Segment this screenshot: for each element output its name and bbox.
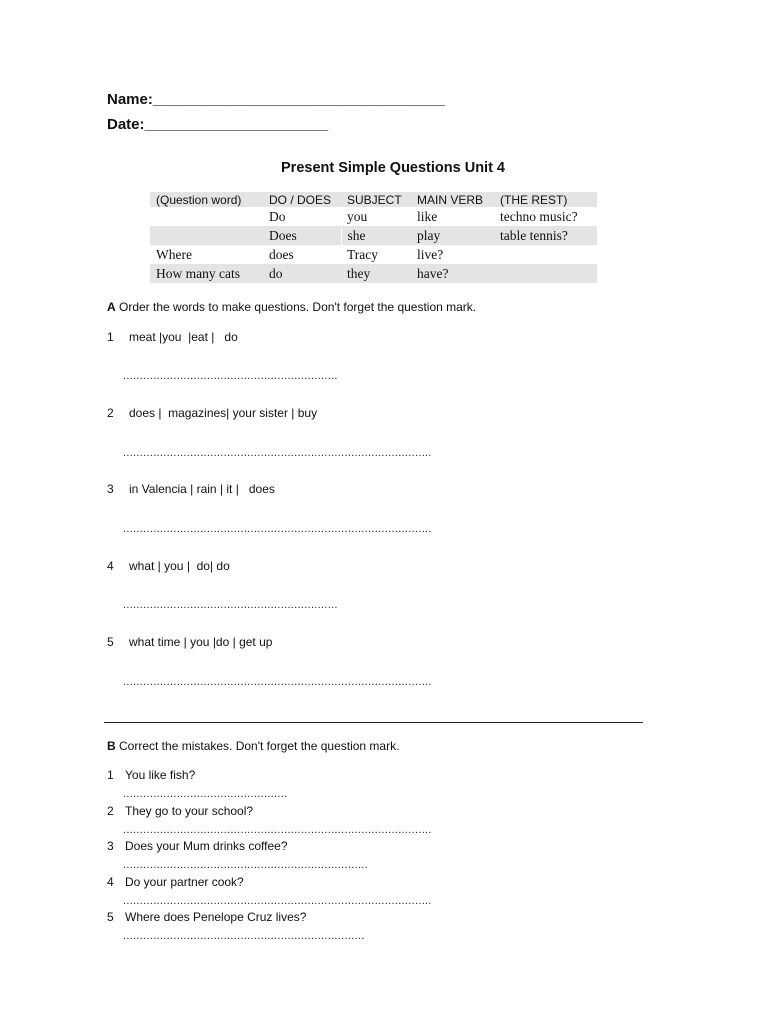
section-b-item-number: 2 — [107, 804, 114, 818]
header-cell: (THE REST) — [494, 192, 597, 207]
header-cell: DO / DOES — [263, 192, 341, 207]
header-cell: MAIN VERB — [411, 192, 494, 207]
section-a-item-number: 1 — [107, 330, 114, 344]
table-cell — [150, 207, 263, 226]
table-cell: like — [417, 208, 438, 224]
section-a-instruction-text: Order the words to make questions. Don't forget the question mark. — [115, 300, 477, 314]
answer-line: ........................................................................ — [123, 930, 365, 942]
section-a-letter: A — [107, 300, 116, 314]
section-b-instruction — [107, 739, 399, 753]
answer-line: ................................................. — [123, 788, 288, 800]
section-b-item-number: 5 — [107, 910, 114, 924]
table-cell: you — [347, 208, 368, 224]
section-b-item-number: 3 — [107, 839, 114, 853]
section-b-instruction-text: Correct the mistakes. Don't forget the question mark. — [115, 739, 400, 753]
section-a-item-number: 2 — [107, 406, 114, 420]
table-cell: Tracy — [347, 246, 379, 262]
section-b-item-sentence: Where does Penelope Cruz lives? — [125, 910, 307, 924]
header-cell: (Question word) — [150, 192, 263, 207]
table-cell: does — [269, 246, 294, 262]
answer-line: ......................................................................... — [123, 859, 368, 871]
section-b-item-sentence: Do your partner cook? — [125, 875, 244, 889]
table-cell: How many cats — [150, 264, 263, 283]
table-cell — [494, 264, 597, 283]
section-b-item-sentence: You like fish? — [125, 768, 196, 782]
table-cell: Does — [263, 226, 341, 245]
section-a-item-words: what | you | do| do — [129, 559, 230, 573]
section-b-item-number: 1 — [107, 768, 114, 782]
answer-line: ............................................................................................ — [123, 523, 432, 535]
table-row — [150, 245, 597, 264]
worksheet-title: Present Simple Questions Unit 4 — [281, 160, 505, 176]
section-a-item-words: what time | you |do | get up — [129, 635, 273, 649]
table-header-row — [150, 192, 597, 207]
answer-line: ............................................................................................ — [123, 824, 432, 836]
table-cell — [150, 226, 263, 245]
section-a-item-number: 3 — [107, 482, 114, 496]
section-a-item-words: in Valencia | rain | it | does — [129, 482, 275, 496]
section-a-item-number: 4 — [107, 559, 114, 573]
table-cell: Where — [156, 246, 192, 262]
table-cell: play — [411, 226, 494, 245]
grammar-table — [150, 192, 597, 283]
table-cell — [494, 245, 597, 264]
answer-line: ............................................................................................ — [123, 447, 432, 459]
section-a-item-words: meat |you |eat | do — [129, 330, 238, 344]
table-cell: she — [341, 226, 411, 245]
name-field-label: Name:___________________________________ — [107, 91, 445, 108]
answer-line: ................................................................ — [123, 370, 338, 382]
table-cell: table tennis? — [494, 226, 597, 245]
table-cell: have? — [411, 264, 494, 283]
header-cell: SUBJECT — [341, 192, 411, 207]
answer-line: ............................................................................................ — [123, 676, 432, 688]
table-cell: techno music? — [500, 208, 578, 224]
table-cell: they — [341, 264, 411, 283]
section-b-item-sentence: They go to your school? — [125, 804, 254, 818]
section-b-letter: B — [107, 739, 116, 753]
date-field-label: Date:______________________ — [107, 116, 329, 133]
table-row — [150, 264, 597, 283]
answer-line: ............................................................................................ — [123, 895, 432, 907]
table-row — [150, 207, 597, 226]
section-a-item-number: 5 — [107, 635, 114, 649]
table-cell: do — [263, 264, 341, 283]
section-a-item-words: does | magazines| your sister | buy — [129, 406, 318, 420]
table-row — [150, 226, 597, 245]
section-a-instruction — [107, 300, 476, 314]
table-cell: Do — [269, 208, 286, 224]
section-divider — [104, 722, 643, 723]
answer-line: ................................................................ — [123, 599, 338, 611]
section-b-item-number: 4 — [107, 875, 114, 889]
table-cell: live? — [417, 246, 444, 262]
section-b-item-sentence: Does your Mum drinks coffee? — [125, 839, 288, 853]
